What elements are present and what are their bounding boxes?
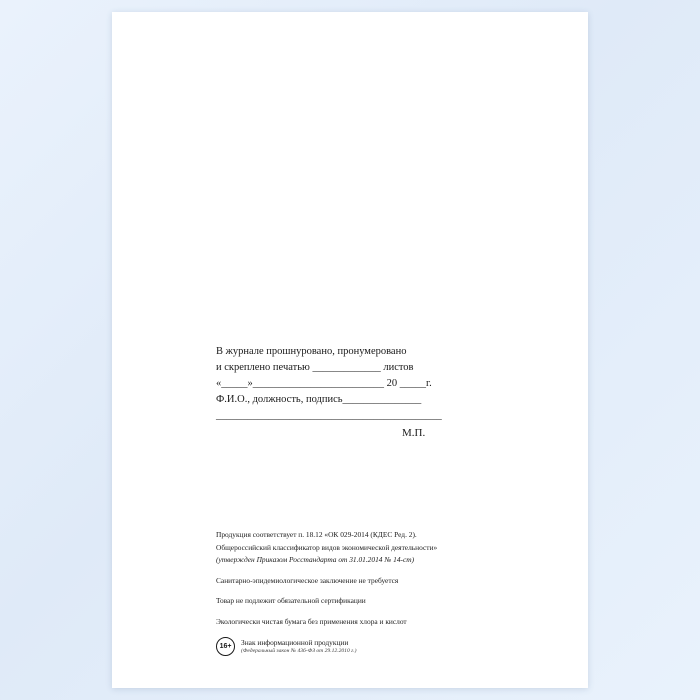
age-rating-icon: 16+ — [216, 637, 235, 656]
document-page — [112, 12, 588, 688]
footer-okved-line-3: (утвержден Приказом Росстандарта от 31.01.2014 № 14-ст) — [216, 555, 415, 564]
certification-line-4: Ф.И.О., должность, подпись_______________ — [216, 394, 422, 405]
footer-block — [216, 530, 546, 656]
age-mark-text — [241, 638, 357, 654]
certification-line-1: В журнале прошнуровано, пронумеровано — [216, 346, 407, 357]
certification-line-5: ___________________________________________ — [216, 410, 442, 421]
age-mark-law: (Федеральный закон № 436-ФЗ от 29.12.2010 г.) — [241, 647, 357, 654]
stamp-place-label: М.П. — [402, 427, 426, 439]
certification-line-3: «_____»_________________________ 20 _____г. — [216, 378, 432, 389]
certification-block — [216, 344, 536, 424]
footer-okved-line-1: Продукция соответствует п. 18.12 «ОК 029-2014 (КДЕС Ред. 2). — [216, 530, 417, 539]
footer-eco-note: Экологически чистая бумага без применения хлора и кислот — [216, 616, 407, 626]
footer-certification-note: Товар не подлежит обязательной сертификации — [216, 596, 366, 605]
certification-line-2: и скреплено печатью _____________ листов — [216, 362, 414, 373]
footer-okved-line-2: Общероссийский классификатор видов экономической деятельности» — [216, 542, 438, 552]
age-mark-title: Знак информационной продукции — [241, 638, 349, 648]
age-mark-row — [216, 637, 546, 656]
footer-sanitary-note: Санитарно-эпидемиологическое заключение не требуется — [216, 575, 399, 585]
